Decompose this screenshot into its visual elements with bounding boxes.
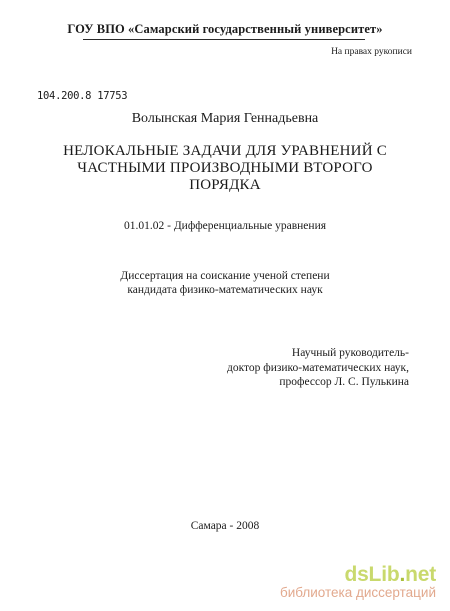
city-year: Самара - 2008 bbox=[190, 520, 260, 532]
degree-statement bbox=[0, 270, 450, 297]
watermark-brand-tld: net bbox=[405, 563, 436, 586]
title-line: ПОРЯДКА bbox=[189, 177, 261, 193]
header-divider bbox=[83, 39, 365, 40]
watermark-subtitle: библиотека диссертаций bbox=[279, 585, 436, 600]
author-name: Волынская Мария Геннадьевна bbox=[131, 111, 319, 126]
specialty-code: 01.01.02 - Дифференциальные уравнения bbox=[123, 220, 327, 232]
rights-note: На правах рукописи bbox=[331, 47, 412, 57]
dissertation-title bbox=[0, 143, 450, 194]
degree-line: кандидата физико-математических наук bbox=[127, 283, 323, 296]
title-line: НЕЛОКАЛЬНЫЕ ЗАДАЧИ ДЛЯ УРАВНЕНИЙ С bbox=[63, 143, 387, 159]
watermark-brand-dot: . bbox=[399, 563, 406, 586]
degree-line: Диссертация на соискание ученой степени bbox=[120, 270, 330, 282]
supervisor-line: доктор физико-математических наук, bbox=[226, 361, 409, 374]
supervisor-line: профессор Л. С. Пулькина bbox=[279, 376, 409, 388]
catalog-number-stamp: 104.200.8 17753 bbox=[37, 90, 128, 102]
organization-name: ГОУ ВПО «Самарский государственный университет» bbox=[67, 22, 383, 36]
watermark-brand-main: dsLib bbox=[344, 563, 400, 586]
site-watermark[interactable] bbox=[280, 565, 436, 601]
title-line: ЧАСТНЫМИ ПРОИЗВОДНЫМИ ВТОРОГО bbox=[77, 160, 373, 176]
supervisor-line: Научный руководитель- bbox=[291, 347, 409, 359]
watermark-logo[interactable] bbox=[280, 565, 436, 585]
supervisor-block bbox=[227, 346, 409, 390]
